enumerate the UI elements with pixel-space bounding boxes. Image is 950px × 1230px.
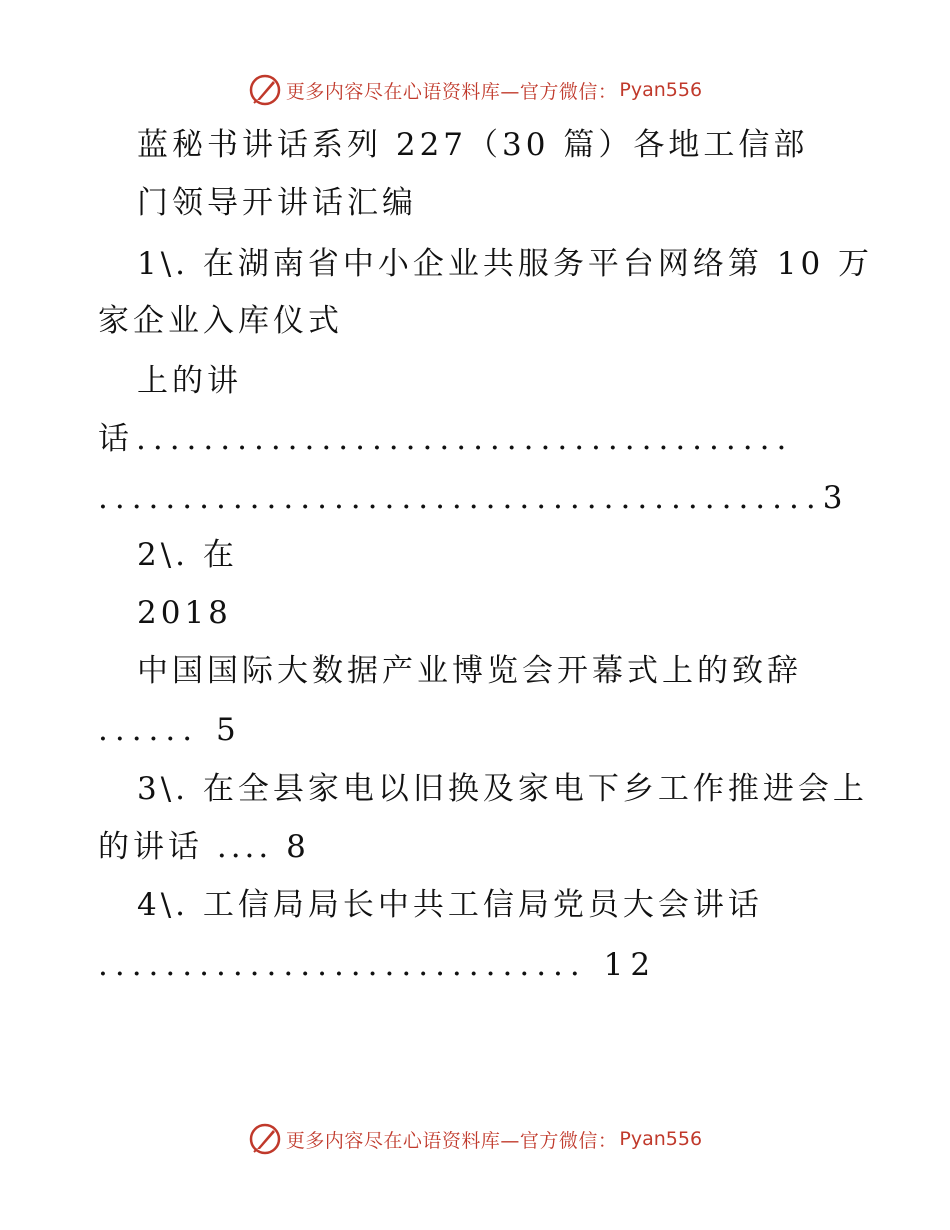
feather-pen-logo-icon xyxy=(248,1122,282,1156)
toc-item-1-line3: 上的讲 xyxy=(137,363,242,399)
toc-item-4-line1: 4\. 工信局局长中共工信局党员大会讲话 xyxy=(137,887,763,923)
toc-item-3-line1: 3\. 在全县家电以旧换及家电下乡工作推进会上 xyxy=(137,771,868,807)
doc-title-line2: 门领导开讲话汇编 xyxy=(137,185,417,221)
banner-text: 更多内容尽在心语资料库—官方微信： xyxy=(285,1129,618,1152)
banner-wechat-id: Pyan556 xyxy=(619,1128,703,1150)
toc-item-4-line2: ............................. 12 xyxy=(98,947,658,983)
doc-title-line1: 蓝秘书讲话系列 227（30 篇）各地工信部 xyxy=(137,127,809,163)
feather-pen-logo-icon xyxy=(248,73,282,107)
toc-item-2-line2: 2018 xyxy=(137,595,232,631)
banner-text: 更多内容尽在心语资料库—官方微信： xyxy=(285,80,618,103)
footer-banner xyxy=(0,1119,950,1159)
banner-wechat-id: Pyan556 xyxy=(619,79,703,101)
header-banner xyxy=(0,70,950,110)
toc-item-3-line2: 的讲话 .... 8 xyxy=(98,829,310,865)
toc-item-1-line4: 话....................................... xyxy=(98,421,794,457)
toc-item-2-line4: ...... 5 xyxy=(98,712,243,748)
toc-item-1-line2: 家企业入库仪式 xyxy=(98,303,343,339)
toc-item-1-line1: 1\. 在湖南省中小企业共服务平台网络第 10 万 xyxy=(137,246,874,282)
toc-item-2-line3: 中国国际大数据产业博览会开幕式上的致辞 xyxy=(137,653,802,689)
toc-item-1-line5: ...........................................3 xyxy=(98,480,850,516)
toc-item-2-line1: 2\. 在 xyxy=(137,537,238,573)
